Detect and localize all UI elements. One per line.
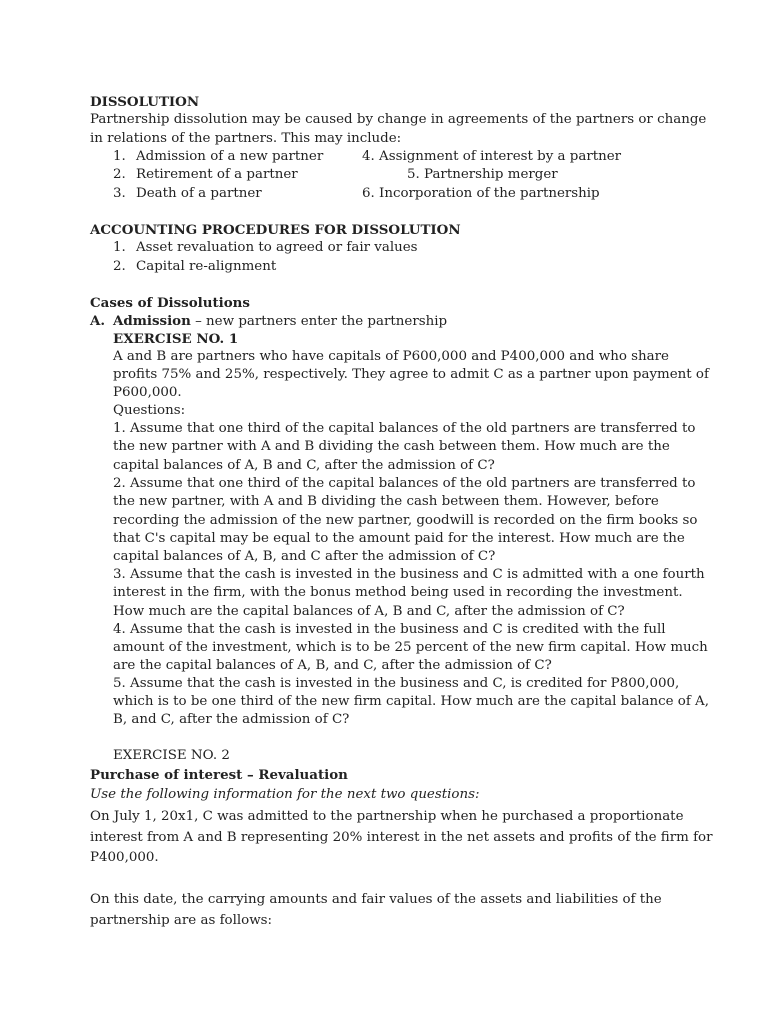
exercise-1-line: profits 75% and 25%, respectively. They agree to admit C as a partner upon payment of — [113, 367, 709, 382]
exercise-1-line: A and B are partners who have capitals of P600,000 and P400,000 and who share — [113, 349, 669, 364]
exercise-1-line: interest in the firm, with the bonus method being used in recording the investment. — [113, 585, 683, 600]
exercise-1-line: 3. Assume that the cash is invested in the business and C is admitted with a one fourth — [113, 567, 705, 582]
exercise-1-line: the new partner with A and B dividing the cash between them. How much are the — [113, 439, 670, 454]
cause-number: 1. — [113, 149, 126, 164]
cause-item: 4. Assignment of interest by a partner — [362, 149, 622, 164]
cause-item: 5. Partnership merger — [407, 167, 558, 182]
dissolution-intro-line: in relations of the partners. This may include: — [90, 131, 402, 146]
section-heading-procedures: ACCOUNTING PROCEDURES FOR DISSOLUTION — [90, 222, 461, 238]
exercise-1-line: How much are the capital balances of A, B and C, after the admission of C? — [113, 604, 625, 619]
exercise-1-title: EXERCISE NO. 1 — [113, 331, 239, 347]
exercise-1-line: capital balances of A, B, and C after the admission of C? — [113, 549, 496, 564]
case-item — [113, 312, 447, 331]
exercise-1-line: recording the admission of the new partner, goodwill is recorded on the firm books so — [113, 513, 698, 528]
exercise-1-line: 5. Assume that the cash is invested in the business and C, is credited for P800,000, — [113, 676, 680, 691]
exercise-1-line: that C's capital may be equal to the amount paid for the interest. How much are the — [113, 531, 685, 546]
procedure-item: Asset revaluation to agreed or fair values — [136, 240, 418, 255]
section-heading-cases: Cases of Dissolutions — [90, 295, 250, 311]
exercise-1-line: the new partner, with A and B dividing the cash between them. However, before — [113, 494, 659, 509]
exercise-2-title: EXERCISE NO. 2 — [113, 748, 230, 763]
cause-item: 6. Incorporation of the partnership — [362, 186, 600, 201]
exercise-1-line: 2. Assume that one third of the capital balances of the old partners are transferred to — [113, 476, 696, 491]
exercise-1-line: 1. Assume that one third of the capital balances of the old partners are transferred to — [113, 421, 696, 436]
cause-item: Retirement of a partner — [136, 167, 298, 182]
exercise-2-paragraph-line: On July 1, 20x1, C was admitted to the partnership when he purchased a proportionate — [90, 809, 684, 824]
exercise-1-line: amount of the investment, which is to be 25 percent of the new firm capital. How much — [113, 640, 708, 655]
case-title: Admission — [113, 313, 191, 329]
section-heading-dissolution: DISSOLUTION — [90, 94, 200, 110]
exercise-1-line: capital balances of A, B and C, after the admission of C? — [113, 458, 495, 473]
case-letter: A. — [90, 313, 106, 329]
exercise-1-line: are the capital balances of A, B, and C, after the admission of C? — [113, 658, 552, 673]
dissolution-intro-line: Partnership dissolution may be caused by change in agreements of the partners or change — [90, 112, 707, 127]
exercise-1-line: Questions: — [113, 403, 186, 418]
exercise-1-line: 4. Assume that the cash is invested in the business and C is credited with the full — [113, 622, 666, 637]
procedure-number: 1. — [113, 240, 126, 255]
exercise-1-line: which is to be one third of the new firm capital. How much are the capital balance of A, — [113, 694, 709, 709]
cause-item: Death of a partner — [136, 186, 262, 201]
exercise-2-instruction: Use the following information for the next two questions: — [90, 787, 480, 802]
exercise-2-subtitle: Purchase of interest – Revaluation — [90, 767, 348, 783]
cause-item: Admission of a new partner — [136, 149, 324, 164]
exercise-2-paragraph-line: partnership are as follows: — [90, 913, 273, 928]
exercise-1-line: P600,000. — [113, 385, 182, 400]
procedure-number: 2. — [113, 259, 126, 274]
exercise-2-paragraph-line: interest from A and B representing 20% interest in the net assets and profits of the firm for — [90, 830, 713, 845]
exercise-2-paragraph-line: P400,000. — [90, 850, 159, 865]
procedure-item: Capital re-alignment — [136, 259, 277, 274]
exercise-1-line: B, and C, after the admission of C? — [113, 712, 350, 727]
cause-number: 3. — [113, 186, 126, 201]
cause-number: 2. — [113, 167, 126, 182]
exercise-2-paragraph-line: On this date, the carrying amounts and fair values of the assets and liabilities of the — [90, 892, 662, 907]
case-description: – new partners enter the partnership — [190, 314, 448, 329]
